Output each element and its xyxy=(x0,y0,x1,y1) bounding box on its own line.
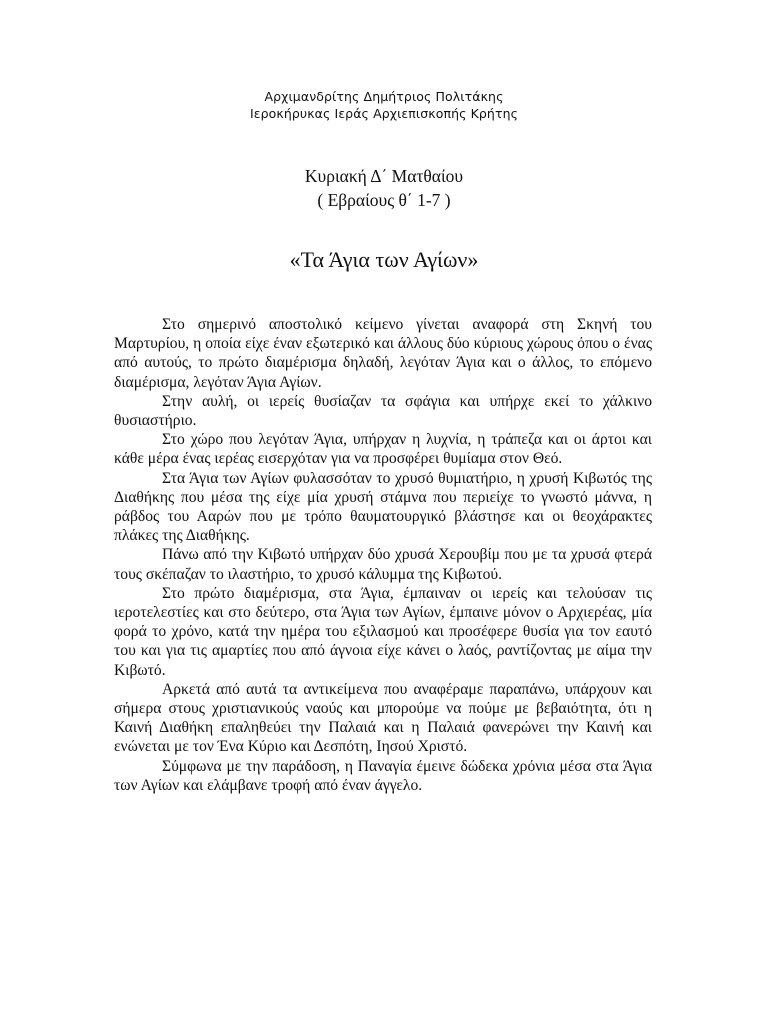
author-name: Αρχιμανδρίτης Δημήτριος Πολιτάκης xyxy=(264,89,504,104)
paragraph: Στο πρώτο διαμέρισμα, στα Άγια, έμπαιναν οι ιερείς και τελούσαν τις ιεροτελεστίες και στο δεύτερο, στα Άγια των Αγίων, έμπαινε μόνον ο Αρχιερέας, μία φορά το χρόνο, κατά την ημέρα του εξιλασμού και προσέφερε θυσία για τον εαυτό του και για τις αμαρτίες που από άγνοια είχε κάνει ο λαός, ραντίζοντας με αίμα την Κιβωτό. xyxy=(114,584,652,679)
occasion-block xyxy=(0,164,768,212)
author-block xyxy=(0,88,768,122)
paragraph: Στα Άγια των Αγίων φυλασσόταν το χρυσό θυμιατήριο, η χρυσή Κιβωτός της Διαθήκης που μέσα της είχε μία χρυσή στάμνα που περιείχε το γνωστό μάννα, η ράβδος του Ααρών που με τρόπο θαυματουργικό βλάστησε και οι θεοχάρακτες πλάκες της Διαθήκης. xyxy=(114,469,652,545)
paragraph: Αρκετά από αυτά τα αντικείμενα που αναφέραμε παραπάνω, υπάρχουν και σήμερα στους χριστιανικούς ναούς και μπορούμε να πούμε με βεβαιότητα, ότι η Καινή Διαθήκη επαληθεύει την Παλαιά και η Παλαιά φανερώνει την Καινή και ενώνεται με τον Ένα Κύριο και Δεσπότη, Ιησού Χριστό. xyxy=(114,680,652,756)
sermon-title: «Τα Άγια των Αγίων» xyxy=(289,247,479,272)
sermon-body xyxy=(114,315,652,795)
paragraph: Στο σημερινό αποστολικό κείμενο γίνεται αναφορά στη Σκηνή του Μαρτυρίου, η οποία είχε έναν εξωτερικό και άλλους δύο κύριους χώρους όπου ο ένας από αυτούς, το πρώτο διαμέρισμα δηλαδή, λεγόταν Άγια και ο άλλος, το επόμενο διαμέρισμα, λεγόταν Άγια Αγίων. xyxy=(114,316,652,391)
paragraph: Σύμφωνα με την παράδοση, η Παναγία έμεινε δώδεκα χρόνια μέσα στα Άγια των Αγίων και ελάμβανε τροφή από έναν άγγελο. xyxy=(114,757,652,794)
paragraph: Πάνω από την Κιβωτό υπήρχαν δύο χρυσά Χερουβίμ που με τα χρυσά φτερά τους σκέπαζαν το ιλαστήριο, το χρυσό κάλυμμα της Κιβωτού. xyxy=(114,546,652,583)
author-role: Ιεροκήρυκας Ιεράς Αρχιεπισκοπής Κρήτης xyxy=(249,106,519,121)
paragraph: Στο χώρο που λεγόταν Άγια, υπήρχαν η λυχνία, η τράπεζα και οι άρτοι και κάθε μέρα ένας ιερέας εισερχόταν για να προσφέρει θυμίαμα στον Θεό. xyxy=(114,431,652,468)
sunday-name: Κυριακή Δ΄ Ματθαίου xyxy=(304,166,464,186)
scripture-reference: ( Εβραίους θ΄ 1-7 ) xyxy=(317,190,451,210)
paragraph: Στην αυλή, οι ιερείς θυσίαζαν τα σφάγια και υπήρχε εκεί το χάλκινο θυσιαστήριο. xyxy=(114,392,652,430)
